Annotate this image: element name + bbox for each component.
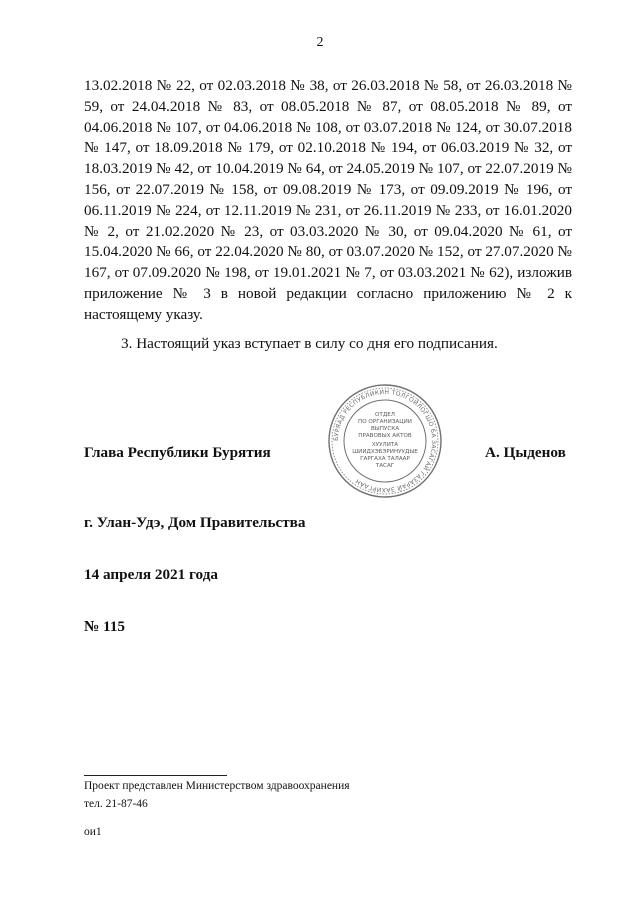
- official-seal-stamp: [327, 383, 443, 499]
- seal-line: ОТДЕЛ: [375, 412, 395, 418]
- signature-name: А. Цыденов: [485, 444, 566, 461]
- decree-date: 14 апреля 2021 года: [84, 566, 218, 583]
- decree-number: № 115: [84, 618, 126, 635]
- seal-line: ШИИДХЭБЭРИНУУДЫЕ: [352, 449, 418, 455]
- seal-line: ХУУЛИТА: [371, 442, 399, 448]
- body-paragraph: 13.02.2018 № 22, от 02.03.2018 № 38, от 26.03.2018 № 58, от 26.03.2018 № 59, от 24.04.2018 № 83, от 08.05.2018 № 87, от 08.05.2018 № 89, от 04.06.2018 № 107, от 04.06.2018 № 108, от 03.07.2018 № 124, от 30.07.2018 № 147, от 18.09.2018 № 179, от 02.10.2018 № 194, от 06.03.2019 № 32, от 18.03.2019 № 42, от 10.04.2019 № 64, от 24.05.2019 № 107, от 22.07.2019 № 156, от 22.07.2019 № 158, от 09.08.2019 № 173, от 09.09.2019 № 196, от 06.11.2019 № 224, от 12.11.2019 № 231, от 26.11.2019 № 233, от 16.01.2020 № 2, от 21.02.2020 № 23, от 03.03.2020 № 30, от 09.04.2020 № 61, от 15.04.2020 № 66, от 22.04.2020 № 80, от 03.07.2020 № 152, от 27.07.2020 № 167, от 07.09.2020 № 198, от 19.01.2021 № 7, от 03.03.2021 № 62), изложив приложение № 3 в новой редакции согласно приложению № 2 к настоящему указу.: [84, 77, 572, 323]
- document-code: ои1: [84, 826, 102, 838]
- place-of-signing: г. Улан-Удэ, Дом Правительства: [84, 514, 306, 531]
- footnote-separator: [84, 775, 227, 776]
- seal-line: ГАРГАХА ТАЛААР: [360, 456, 410, 462]
- seal-line: ВЫПУСКА: [370, 426, 400, 432]
- point-3-paragraph: 3. Настоящий указ вступает в силу со дня его подписания.: [121, 335, 498, 352]
- seal-line: ТАСАГ: [375, 463, 395, 469]
- seal-line: ПРАВОВЫХ АКТОВ: [358, 433, 412, 439]
- seal-line: ПО ОРГАНИЗАЦИИ: [358, 419, 412, 425]
- signature-title: Глава Республики Бурятия: [84, 444, 271, 461]
- seal-ring-text: БУРЯАД РЕСПУБЛИКИН ТОЛГОЙЛОГШО БА ЗАСАГАЙ ГАЗАРАЙ ЗАХИРГААН: [332, 388, 438, 494]
- page-number: 2: [316, 35, 324, 50]
- svg-text:БУРЯАД РЕСПУБЛИКИН ТОЛГОЙЛОГШО: [333, 389, 437, 493]
- footnote-phone: тел. 21-87-46: [84, 798, 148, 810]
- footnote-author: Проект представлен Министерством здравоохранения: [84, 780, 350, 792]
